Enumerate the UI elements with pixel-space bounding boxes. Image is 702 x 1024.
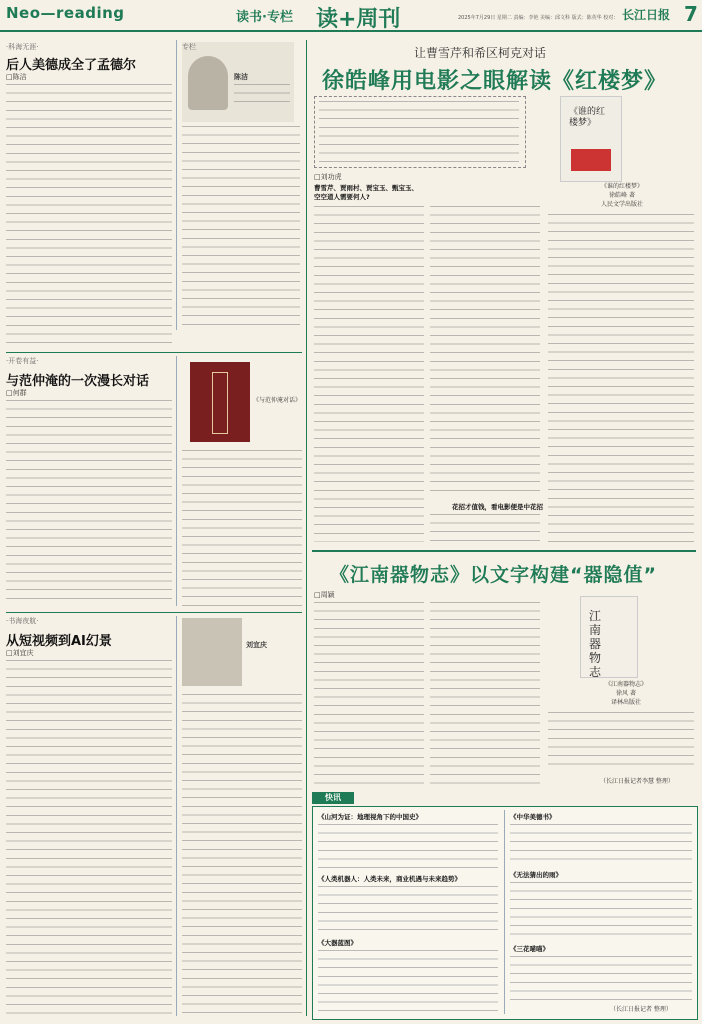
book-cover-title: 江南器物志 xyxy=(589,609,602,679)
article-body xyxy=(182,694,302,1016)
feature-body xyxy=(430,514,540,542)
article-source: （长江日报记者李慧 整理） xyxy=(600,778,674,785)
paper-name: 长江日报 xyxy=(622,8,671,22)
article-body xyxy=(314,602,424,788)
book-caption-author: 徐风 著 xyxy=(616,690,636,697)
column-tag: ·书海夜航· xyxy=(6,617,39,625)
page-number: 7 xyxy=(684,2,698,26)
feature-byline: □刘功虎 xyxy=(314,173,342,181)
article-byline: □何群 xyxy=(6,389,27,397)
column-tag: 专栏 xyxy=(182,43,196,51)
page-divider xyxy=(306,40,307,1016)
express-item-body xyxy=(510,882,692,938)
feature-subhead: 花招才值钱，看电影便是中花招 xyxy=(452,503,543,511)
column-divider xyxy=(176,356,177,606)
book-caption-publisher: 人民文学出版社 xyxy=(600,201,643,208)
author-name: 刘宜庆 xyxy=(246,641,267,649)
section-name: 读书·专栏 xyxy=(236,10,293,25)
express-item-body xyxy=(510,956,692,1002)
author-bio xyxy=(234,84,290,110)
feature-intro-box xyxy=(314,96,526,168)
express-item-title: 《大器蓝图》 xyxy=(318,939,357,947)
book-cover xyxy=(190,362,250,442)
express-item-title: 《中华美德书》 xyxy=(510,813,556,821)
column-header xyxy=(182,42,294,122)
article-byline: □刘宜庆 xyxy=(6,649,34,657)
express-item-body xyxy=(318,824,498,870)
article-body xyxy=(6,84,172,346)
author-name: 陈洁 xyxy=(234,73,248,81)
book-caption: 《与范仲淹对话》 xyxy=(252,397,301,404)
book-cover xyxy=(580,596,638,678)
express-item-body xyxy=(318,950,498,1012)
article-title: 与范仲淹的一次漫长对话 xyxy=(6,374,150,389)
feature-intro xyxy=(319,101,519,163)
book-cover-title: 《谁的红楼梦》 xyxy=(569,107,606,128)
author-portrait xyxy=(188,56,228,110)
express-header: 快讯 xyxy=(312,792,354,804)
feature-body xyxy=(430,206,540,496)
article-body xyxy=(430,602,540,788)
weekly-title: 读+周刊 xyxy=(316,7,401,32)
feature-body xyxy=(548,214,694,542)
article-title: 后人美德成全了孟德尔 xyxy=(6,58,137,73)
express-divider xyxy=(504,810,505,1014)
article-body xyxy=(548,712,694,772)
column-divider xyxy=(176,616,177,1016)
book-cover xyxy=(560,96,622,182)
express-item-body xyxy=(318,886,498,934)
column-tag: ·科海无涯· xyxy=(6,43,39,51)
dateline: 2025年7月29日 星期二 责编：李艳 美编：邱文科 版式：陈英华 校对： xyxy=(458,15,619,21)
brand-logo: Neo—reading xyxy=(6,4,125,22)
section-divider xyxy=(6,612,302,613)
author-portrait xyxy=(182,618,242,686)
express-item-title: 《三花喵喵》 xyxy=(510,945,549,953)
book-cover-art xyxy=(571,149,611,171)
article-body xyxy=(182,450,302,606)
article-byline: □周颖 xyxy=(314,591,335,599)
feature-kicker: 让曹雪芹和希区柯克对话 xyxy=(414,46,547,60)
express-item-title: 《山河为证：地理视角下的中国史》 xyxy=(318,813,422,821)
feature-body xyxy=(314,206,424,542)
feature-title: 徐皓峰用电影之眼解读《红楼梦》 xyxy=(322,69,668,94)
article-byline: □陈洁 xyxy=(6,73,27,81)
column-tag: ·开卷有益· xyxy=(6,357,39,365)
express-source: （长江日报记者 整理） xyxy=(610,1006,672,1013)
article-body xyxy=(6,660,172,1016)
book-cover-title-frame xyxy=(212,372,228,434)
book-caption-title: 《谁的红楼梦》 xyxy=(600,183,643,190)
express-item-title: 《人类机器人：人类未来，商业机遇与未来趋势》 xyxy=(318,875,461,883)
section-divider xyxy=(6,352,302,353)
book-caption-author: 徐皓峰 著 xyxy=(609,192,635,199)
express-item-title: 《无法猜出的雨》 xyxy=(510,871,562,879)
book-caption xyxy=(556,680,696,707)
article-title: 从短视频到AI幻景 xyxy=(6,634,112,649)
express-item-body xyxy=(510,824,692,866)
feature-subhead: 曹雪芹、贾雨村、贾宝玉、甄宝玉、空空道人需要何人? xyxy=(314,184,418,201)
column-divider xyxy=(176,40,177,330)
article-title: 《江南器物志》以文字构建“器隐值” xyxy=(330,564,657,586)
book-caption-publisher: 译林出版社 xyxy=(610,699,641,706)
article-body xyxy=(6,400,172,606)
book-caption xyxy=(552,182,692,209)
book-caption-title: 《江南器物志》 xyxy=(604,681,647,688)
article-body xyxy=(182,126,300,330)
section-divider xyxy=(312,550,696,552)
